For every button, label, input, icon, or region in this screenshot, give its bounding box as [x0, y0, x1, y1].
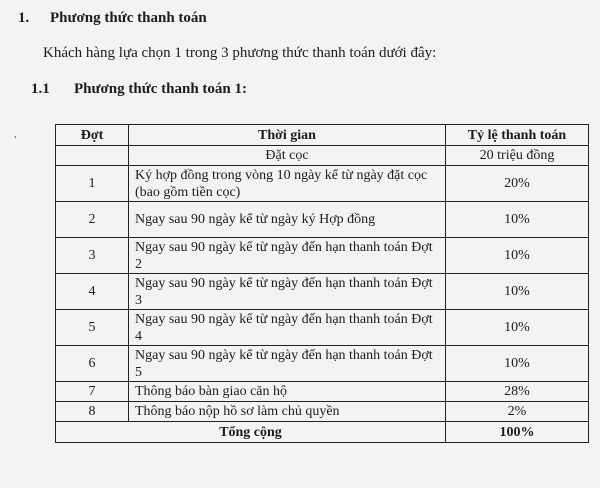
total-row [56, 422, 589, 443]
table-row [56, 238, 589, 274]
row-time: Ngay sau 90 ngày kể từ ngày đến hạn thanh toán Đợt 4 [129, 310, 446, 346]
row-rate: 10% [446, 238, 589, 274]
subsection-heading [31, 81, 247, 98]
row-period: 7 [56, 382, 129, 402]
payment-schedule-table [55, 124, 589, 443]
row-period: 3 [56, 238, 129, 274]
deposit-time: Đặt cọc [129, 146, 446, 166]
table-row [56, 202, 589, 238]
deposit-period [56, 146, 129, 166]
margin-mark: , [14, 128, 17, 140]
subsection-title: Phương thức thanh toán 1: [74, 81, 248, 97]
row-time: Ký hợp đồng trong vòng 10 ngày kể từ ngày đặt cọc (bao gồm tiền cọc) [129, 166, 446, 202]
total-label: Tổng cộng [56, 422, 446, 443]
header-period: Đợt [56, 125, 129, 146]
header-time: Thời gian [129, 125, 446, 146]
row-period: 4 [56, 274, 129, 310]
row-period: 8 [56, 402, 129, 422]
section-number: 1. [18, 10, 30, 26]
section-title: Phương thức thanh toán [50, 10, 207, 26]
row-rate: 20% [446, 166, 589, 202]
row-time: Ngay sau 90 ngày kể từ ngày ký Hợp đồng [129, 202, 446, 238]
table-row [56, 382, 589, 402]
row-rate: 10% [446, 310, 589, 346]
deposit-row [56, 146, 589, 166]
section-heading [18, 10, 207, 27]
total-rate: 100% [446, 422, 589, 443]
row-rate: 28% [446, 382, 589, 402]
row-time: Ngay sau 90 ngày kể từ ngày đến hạn thanh toán Đợt 5 [129, 346, 446, 382]
subsection-number: 1.1 [31, 81, 50, 97]
row-rate: 10% [446, 202, 589, 238]
row-period: 6 [56, 346, 129, 382]
row-rate: 10% [446, 274, 589, 310]
header-rate: Tỷ lệ thanh toán [446, 125, 589, 146]
intro-text: Khách hàng lựa chọn 1 trong 3 phương thức thanh toán dưới đây: [43, 45, 437, 61]
table-row [56, 346, 589, 382]
row-period: 5 [56, 310, 129, 346]
row-period: 2 [56, 202, 129, 238]
table-header-row [56, 125, 589, 146]
deposit-rate: 20 triệu đồng [446, 146, 589, 166]
table-row [56, 310, 589, 346]
row-rate: 2% [446, 402, 589, 422]
table-row [56, 402, 589, 422]
table-row [56, 274, 589, 310]
row-time: Ngay sau 90 ngày kể từ ngày đến hạn thanh toán Đợt 2 [129, 238, 446, 274]
row-time: Ngay sau 90 ngày kể từ ngày đến hạn thanh toán Đợt 3 [129, 274, 446, 310]
row-rate: 10% [446, 346, 589, 382]
row-time: Thông báo bàn giao căn hộ [129, 382, 446, 402]
table-row [56, 166, 589, 202]
row-time: Thông báo nộp hồ sơ làm chủ quyền [129, 402, 446, 422]
row-period: 1 [56, 166, 129, 202]
